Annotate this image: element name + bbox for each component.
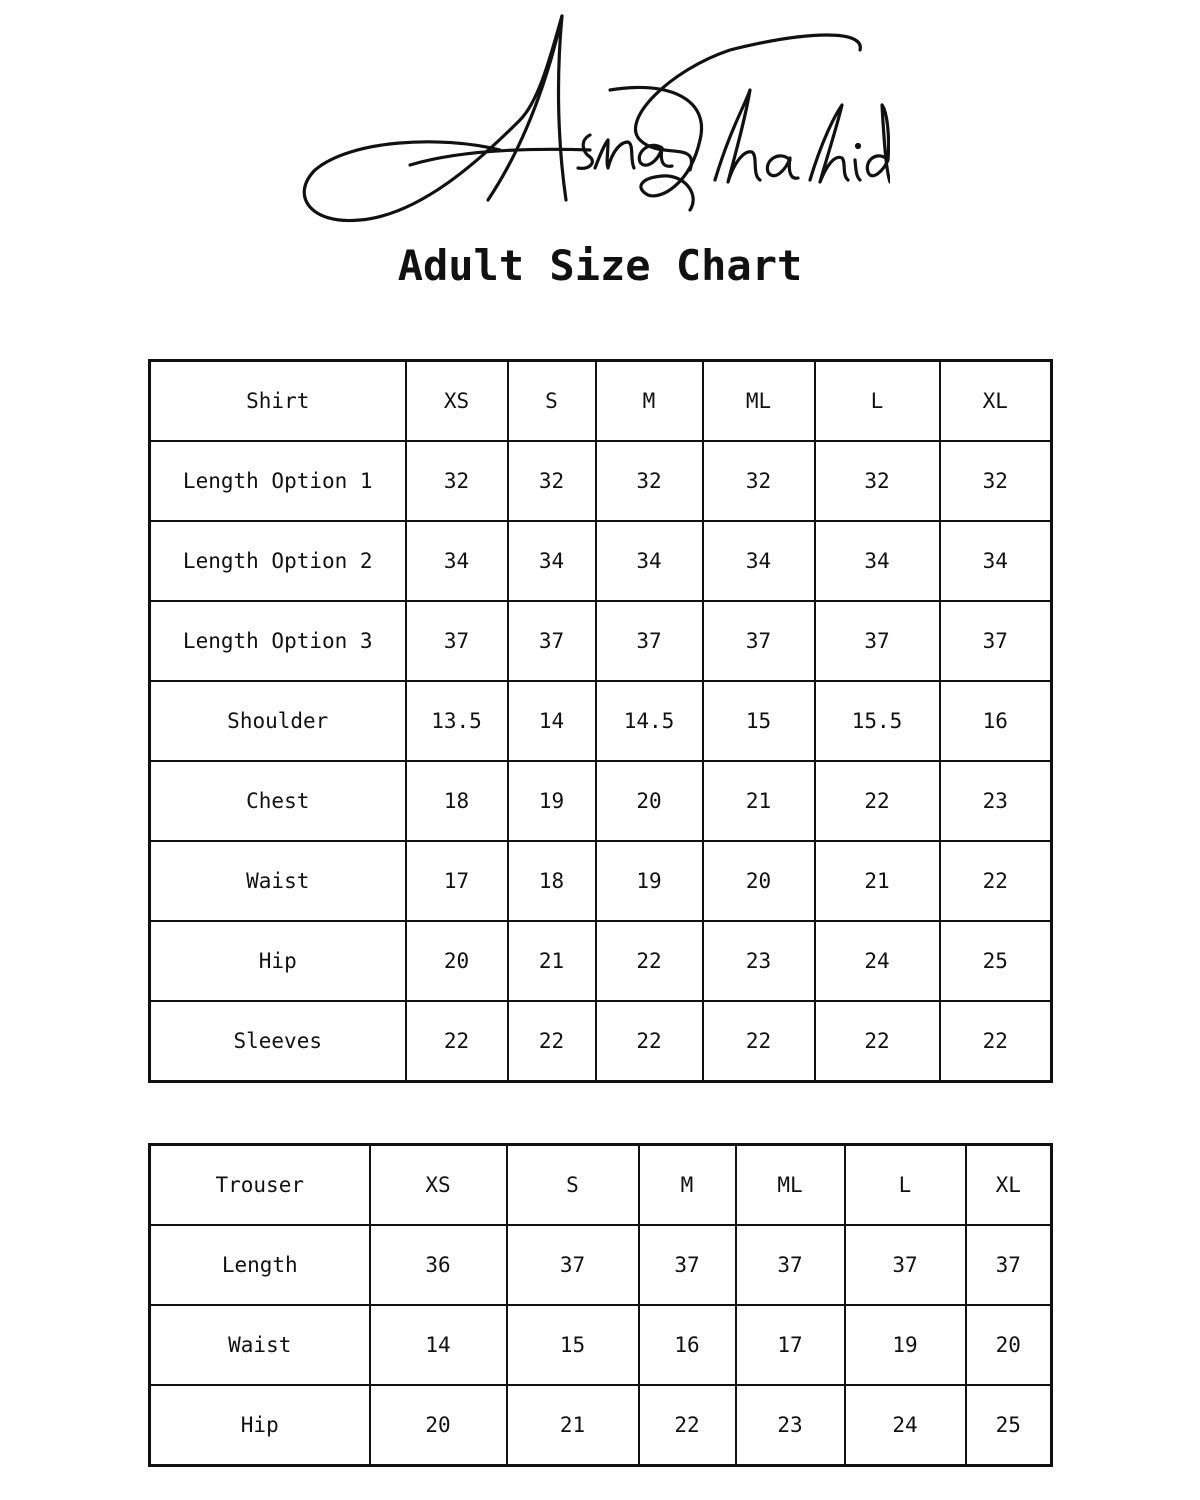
trouser-cell: XS — [370, 1145, 507, 1226]
shirt-row-label: Length Option 3 — [150, 601, 406, 681]
shirt-cell: 20 — [406, 921, 508, 1001]
shirt-cell: M — [596, 361, 703, 442]
shirt-cell: XS — [406, 361, 508, 442]
page-title: Adult Size Chart — [397, 241, 803, 290]
shirt-cell: 34 — [406, 521, 508, 601]
shirt-cell: 22 — [596, 1001, 703, 1082]
shirt-cell: 19 — [508, 761, 596, 841]
shirt-cell: 15.5 — [815, 681, 940, 761]
shirt-cell: 22 — [406, 1001, 508, 1082]
shirt-cell: 34 — [703, 521, 815, 601]
trouser-row-label: Length — [150, 1225, 370, 1305]
trouser-cell: 16 — [639, 1305, 736, 1385]
shirt-cell: 37 — [703, 601, 815, 681]
shirt-cell: 22 — [703, 1001, 815, 1082]
trouser-cell: 23 — [736, 1385, 845, 1466]
shirt-row-label: Chest — [150, 761, 406, 841]
trouser-cell: 37 — [507, 1225, 639, 1305]
shirt-cell: 32 — [940, 441, 1052, 521]
trouser-cell: 17 — [736, 1305, 845, 1385]
shirt-cell: 32 — [596, 441, 703, 521]
trouser-cell: 37 — [639, 1225, 736, 1305]
shirt-cell: S — [508, 361, 596, 442]
shirt-cell: 15 — [703, 681, 815, 761]
shirt-cell: 23 — [703, 921, 815, 1001]
shirt-cell: 21 — [815, 841, 940, 921]
shirt-size-table — [148, 359, 1053, 1083]
shirt-cell: 14 — [508, 681, 596, 761]
shirt-cell: 32 — [703, 441, 815, 521]
shirt-cell: 22 — [596, 921, 703, 1001]
trouser-header-row — [150, 1145, 1052, 1226]
trouser-cell: 37 — [966, 1225, 1052, 1305]
trouser-cell: 19 — [845, 1305, 966, 1385]
shirt-cell: 16 — [940, 681, 1052, 761]
trouser-cell: 22 — [639, 1385, 736, 1466]
trouser-table-row — [150, 1225, 1052, 1305]
shirt-cell: 17 — [406, 841, 508, 921]
shirt-cell: 32 — [508, 441, 596, 521]
trouser-cell: 37 — [845, 1225, 966, 1305]
trouser-cell: 20 — [370, 1385, 507, 1466]
shirt-cell: 37 — [815, 601, 940, 681]
shirt-cell: 18 — [508, 841, 596, 921]
shirt-cell: 32 — [815, 441, 940, 521]
shirt-cell: 34 — [596, 521, 703, 601]
trouser-cell: S — [507, 1145, 639, 1226]
shirt-cell: 20 — [703, 841, 815, 921]
shirt-cell: 13.5 — [406, 681, 508, 761]
trouser-cell: 21 — [507, 1385, 639, 1466]
shirt-row-label: Shoulder — [150, 681, 406, 761]
shirt-row-label: Length Option 2 — [150, 521, 406, 601]
shirt-cell: 34 — [815, 521, 940, 601]
trouser-row-label: Trouser — [150, 1145, 370, 1226]
trouser-cell: 37 — [736, 1225, 845, 1305]
trouser-table-row — [150, 1385, 1052, 1466]
trouser-cell: 15 — [507, 1305, 639, 1385]
brand-signature-logo — [290, 10, 890, 225]
shirt-cell: 32 — [406, 441, 508, 521]
shirt-table-row — [150, 761, 1052, 841]
trouser-row-label: Waist — [150, 1305, 370, 1385]
shirt-table-row — [150, 521, 1052, 601]
shirt-cell: 37 — [508, 601, 596, 681]
shirt-cell: 22 — [815, 761, 940, 841]
shirt-cell: 24 — [815, 921, 940, 1001]
trouser-cell: 24 — [845, 1385, 966, 1466]
trouser-cell: XL — [966, 1145, 1052, 1226]
shirt-cell: 21 — [703, 761, 815, 841]
shirt-cell: 22 — [508, 1001, 596, 1082]
shirt-cell: 37 — [940, 601, 1052, 681]
shirt-cell: L — [815, 361, 940, 442]
shirt-header-row — [150, 361, 1052, 442]
shirt-cell: 22 — [940, 841, 1052, 921]
shirt-cell: 21 — [508, 921, 596, 1001]
shirt-cell: 25 — [940, 921, 1052, 1001]
shirt-row-label: Hip — [150, 921, 406, 1001]
shirt-row-label: Shirt — [150, 361, 406, 442]
shirt-cell: 19 — [596, 841, 703, 921]
trouser-table-row — [150, 1305, 1052, 1385]
shirt-cell: 14.5 — [596, 681, 703, 761]
trouser-cell: ML — [736, 1145, 845, 1226]
shirt-table-row — [150, 681, 1052, 761]
shirt-table-row — [150, 841, 1052, 921]
shirt-cell: ML — [703, 361, 815, 442]
shirt-cell: 18 — [406, 761, 508, 841]
shirt-row-label: Length Option 1 — [150, 441, 406, 521]
trouser-cell: 25 — [966, 1385, 1052, 1466]
shirt-row-label: Waist — [150, 841, 406, 921]
shirt-table-row — [150, 601, 1052, 681]
trouser-cell: 20 — [966, 1305, 1052, 1385]
shirt-cell: XL — [940, 361, 1052, 442]
trouser-cell: 36 — [370, 1225, 507, 1305]
shirt-cell: 22 — [815, 1001, 940, 1082]
shirt-table-row — [150, 921, 1052, 1001]
shirt-cell: 20 — [596, 761, 703, 841]
trouser-cell: 14 — [370, 1305, 507, 1385]
shirt-row-label: Sleeves — [150, 1001, 406, 1082]
shirt-cell: 34 — [940, 521, 1052, 601]
shirt-cell: 22 — [940, 1001, 1052, 1082]
shirt-cell: 34 — [508, 521, 596, 601]
shirt-cell: 23 — [940, 761, 1052, 841]
trouser-row-label: Hip — [150, 1385, 370, 1466]
shirt-cell: 37 — [596, 601, 703, 681]
trouser-cell: M — [639, 1145, 736, 1226]
trouser-cell: L — [845, 1145, 966, 1226]
trouser-size-table — [148, 1143, 1053, 1467]
shirt-table-row — [150, 1001, 1052, 1082]
shirt-table-row — [150, 441, 1052, 521]
shirt-cell: 37 — [406, 601, 508, 681]
